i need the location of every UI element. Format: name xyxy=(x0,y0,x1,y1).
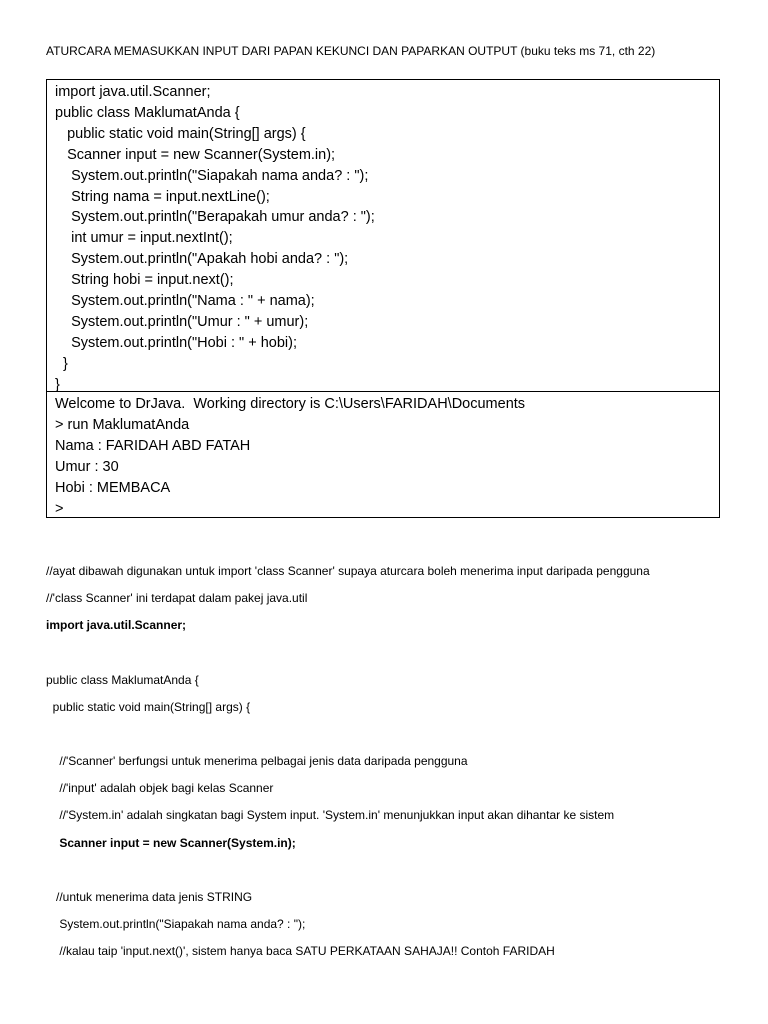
code-line: int umur = input.nextInt(); xyxy=(55,230,233,247)
code-line: System.out.println("Berapakah umur anda? : "); xyxy=(55,209,375,226)
code-line: System.out.println("Umur : " + umur); xyxy=(55,313,309,330)
comment-line: //ayat dibawah digunakan untuk import 'class Scanner' supaya aturcara boleh menerima input daripada pengguna xyxy=(46,564,650,578)
output-line: Nama : FARIDAH ABD FATAH xyxy=(55,437,251,454)
comment-line: //'input' adalah objek bagi kelas Scanner xyxy=(46,781,274,795)
code-listing-box xyxy=(46,79,720,392)
code-line: System.out.println("Siapakah nama anda? : "); xyxy=(46,917,306,931)
output-line: Welcome to DrJava. Working directory is C:\Users\FARIDAH\Documents xyxy=(55,396,526,412)
code-line: import java.util.Scanner; xyxy=(46,618,187,632)
code-line: Scanner input = new Scanner(System.in); xyxy=(55,146,336,163)
code-line: System.out.println("Nama : " + nama); xyxy=(55,293,315,310)
output-line: > run MaklumatAnda xyxy=(55,416,190,433)
comment-line: //'class Scanner' ini terdapat dalam pakej java.util xyxy=(46,591,308,605)
code-line: String nama = input.nextLine(); xyxy=(55,188,270,205)
comment-line: //untuk menerima data jenis STRING xyxy=(46,890,253,904)
output-line: Umur : 30 xyxy=(55,458,119,475)
code-line: public static void main(String[] args) { xyxy=(46,700,251,714)
code-line: public static void main(String[] args) { xyxy=(55,125,306,142)
comment-line: //'Scanner' berfungsi untuk menerima pelbagai jenis data daripada pengguna xyxy=(46,754,468,768)
code-line: System.out.println("Apakah hobi anda? : "); xyxy=(55,251,349,268)
code-line: public class MaklumatAnda { xyxy=(46,673,199,687)
page-title: ATURCARA MEMASUKKAN INPUT DARI PAPAN KEKUNCI DAN PAPARKAN OUTPUT (buku teks ms 71, cth 22) xyxy=(46,44,656,58)
output-line: > xyxy=(55,500,64,517)
code-line: public class MaklumatAnda { xyxy=(55,104,240,121)
code-line: System.out.println("Siapakah nama anda? : "); xyxy=(55,167,369,184)
output-line: Hobi : MEMBACA xyxy=(55,479,171,496)
comment-line: //'System.in' adalah singkatan bagi System input. 'System.in' menunjukkan input akan dihantar ke sistem xyxy=(46,808,615,822)
code-line: } xyxy=(55,355,68,372)
code-line: String hobi = input.next(); xyxy=(55,272,234,289)
code-line: import java.util.Scanner; xyxy=(55,84,211,100)
code-line: } xyxy=(55,376,60,393)
code-line: System.out.println("Hobi : " + hobi); xyxy=(55,334,297,351)
code-line: Scanner input = new Scanner(System.in); xyxy=(46,836,296,850)
comment-line: //kalau taip 'input.next()', sistem hanya baca SATU PERKATAAN SAHAJA!! Contoh FARIDAH xyxy=(46,944,555,958)
console-output-box xyxy=(46,391,720,518)
